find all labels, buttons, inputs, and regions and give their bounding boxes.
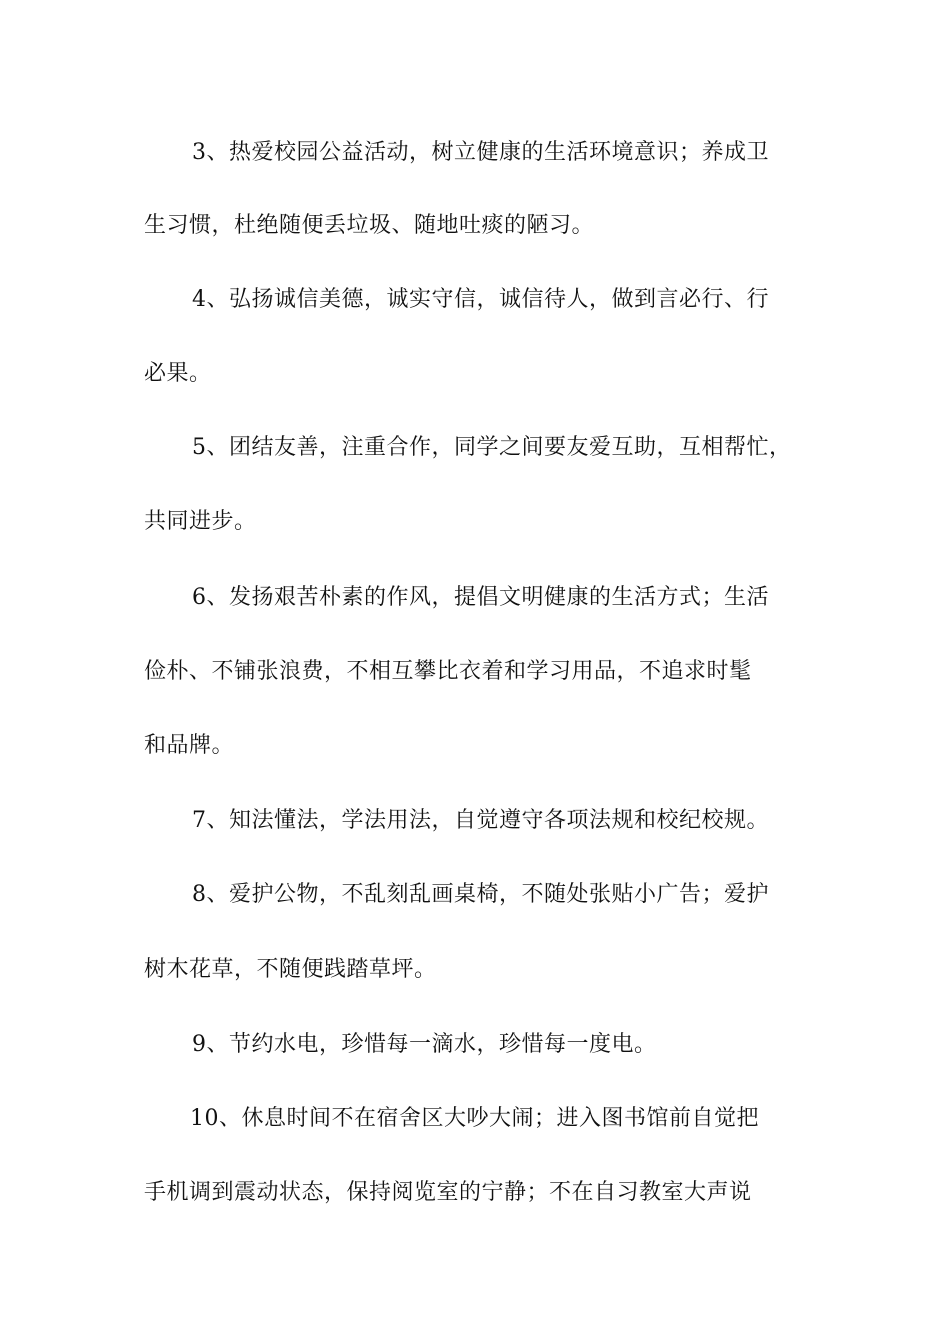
paragraph-6-line-2: 俭朴、不铺张浪费，不相互攀比衣着和学习用品，不追求时髦 (144, 659, 752, 684)
paragraph-9-line-1: 9、节约水电，珍惜每一滴水，珍惜每一度电。 (192, 1032, 657, 1057)
paragraph-7-line-1: 7、知法懂法，学法用法，自觉遵守各项法规和校纪校规。 (192, 808, 769, 833)
paragraph-3-line-1: 3、热爱校园公益活动，树立健康的生活环境意识；养成卫 (192, 140, 769, 165)
paragraph-8-line-1: 8、爱护公物，不乱刻乱画桌椅，不随处张贴小广告；爱护 (192, 882, 769, 907)
paragraph-10-line-2: 手机调到震动状态，保持阅览室的宁静；不在自习教室大声说 (144, 1180, 752, 1205)
paragraph-6-line-3: 和品牌。 (144, 733, 235, 758)
paragraph-5-line-1: 5、团结友善，注重合作，同学之间要友爱互助，互相帮忙， (192, 435, 792, 460)
paragraph-4-line-1: 4、弘扬诚信美德，诚实守信，诚信待人，做到言必行、行 (192, 287, 769, 312)
paragraph-10-line-1: 10、休息时间不在宿舍区大吵大闹；进入图书馆前自觉把 (190, 1106, 759, 1131)
paragraph-8-line-2: 树木花草，不随便践踏草坪。 (144, 957, 437, 982)
paragraph-6-line-1: 6、发扬艰苦朴素的作风，提倡文明健康的生活方式；生活 (192, 585, 769, 610)
paragraph-4-line-2: 必果。 (144, 361, 212, 386)
paragraph-5-line-2: 共同进步。 (144, 509, 257, 534)
paragraph-3-line-2: 生习惯，杜绝随便丢垃圾、随地吐痰的陋习。 (144, 213, 595, 238)
